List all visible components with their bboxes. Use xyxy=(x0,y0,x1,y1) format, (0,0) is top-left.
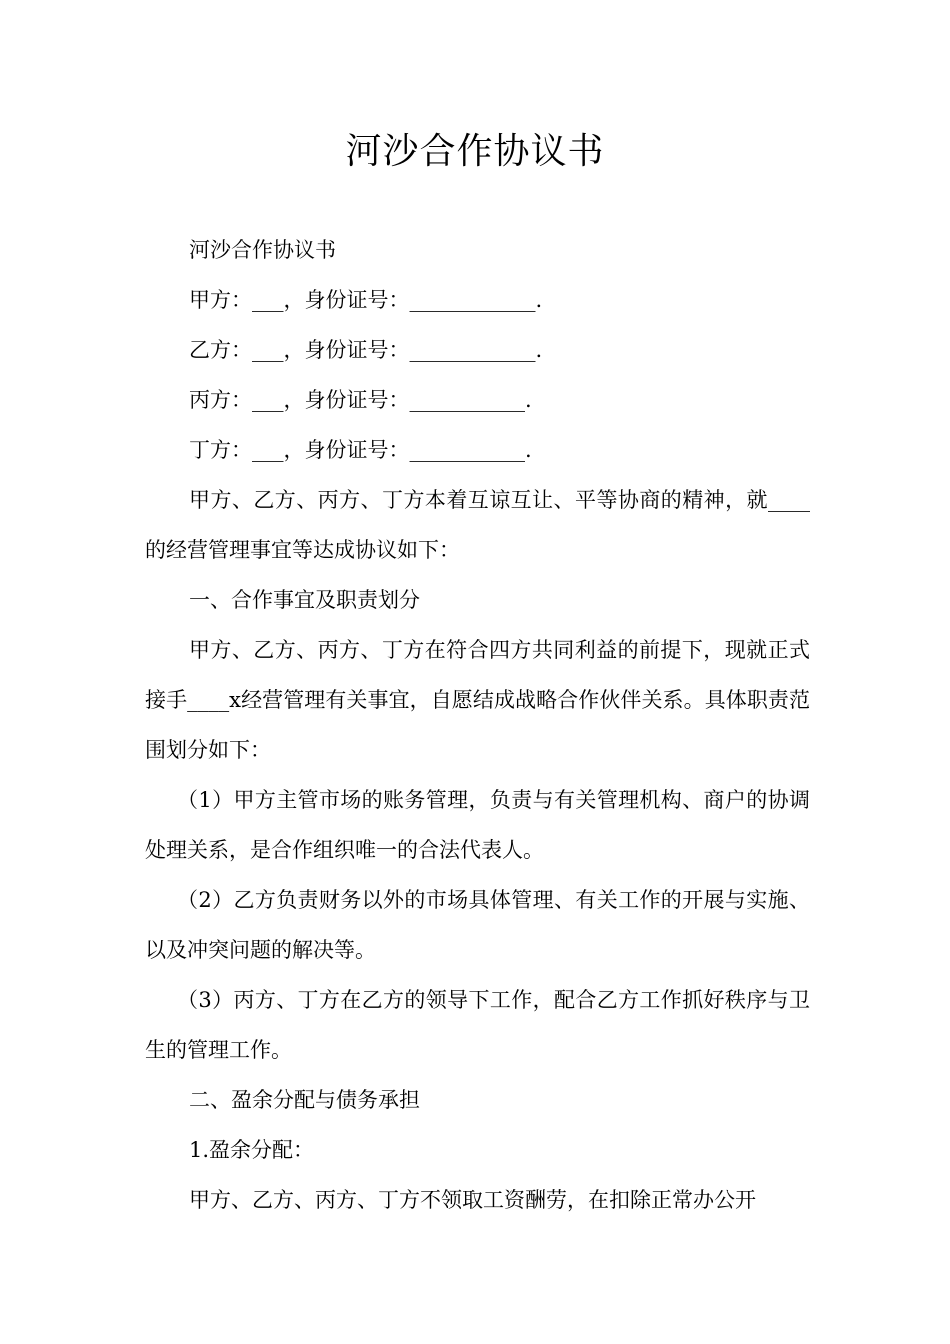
section-heading-1: 一、合作事宜及职责划分 xyxy=(189,588,420,612)
paragraph-party-b: 乙方：___，身份证号：____________. xyxy=(189,338,543,362)
paragraph-duty-2: （2）乙方负责财务以外的市场具体管理、有关工作的开展与实施、以及冲突问题的解决等。 xyxy=(145,888,810,962)
paragraph-party-c: 丙方：___，身份证号：___________. xyxy=(189,388,532,412)
paragraph-duty-3: （3）丙方、丁方在乙方的领导下工作，配合乙方工作抓好秩序与卫生的管理工作。 xyxy=(145,988,810,1062)
subsection-heading: 1.盈余分配： xyxy=(189,1138,315,1162)
paragraph-party-a: 甲方：___，身份证号：____________. xyxy=(189,288,543,312)
paragraph-duty-1: （1）甲方主管市场的账务管理，负责与有关管理机构、商户的协调处理关系，是合作组织唯一的合法代表人。 xyxy=(145,788,810,862)
paragraph-heading: 河沙合作协议书 xyxy=(189,238,336,262)
document-title: 河沙合作协议书 xyxy=(345,131,605,172)
section-heading-2: 二、盈余分配与债务承担 xyxy=(189,1088,420,1112)
paragraph-cooperation: 甲方、乙方、丙方、丁方在符合四方共同利益的前提下，现就正式接手____x经营管理有关事宜，自愿结成战略合作伙伴关系。具体职责范围划分如下： xyxy=(145,638,810,762)
paragraph-profit: 甲方、乙方、丙方、丁方不领取工资酬劳，在扣除正常办公开 xyxy=(189,1188,756,1212)
paragraph-preamble: 甲方、乙方、丙方、丁方本着互谅互让、平等协商的精神，就____的经营管理事宜等达成协议如下： xyxy=(145,488,810,562)
paragraph-party-d: 丁方：___，身份证号：___________. xyxy=(189,438,532,462)
document-body xyxy=(145,225,810,1225)
